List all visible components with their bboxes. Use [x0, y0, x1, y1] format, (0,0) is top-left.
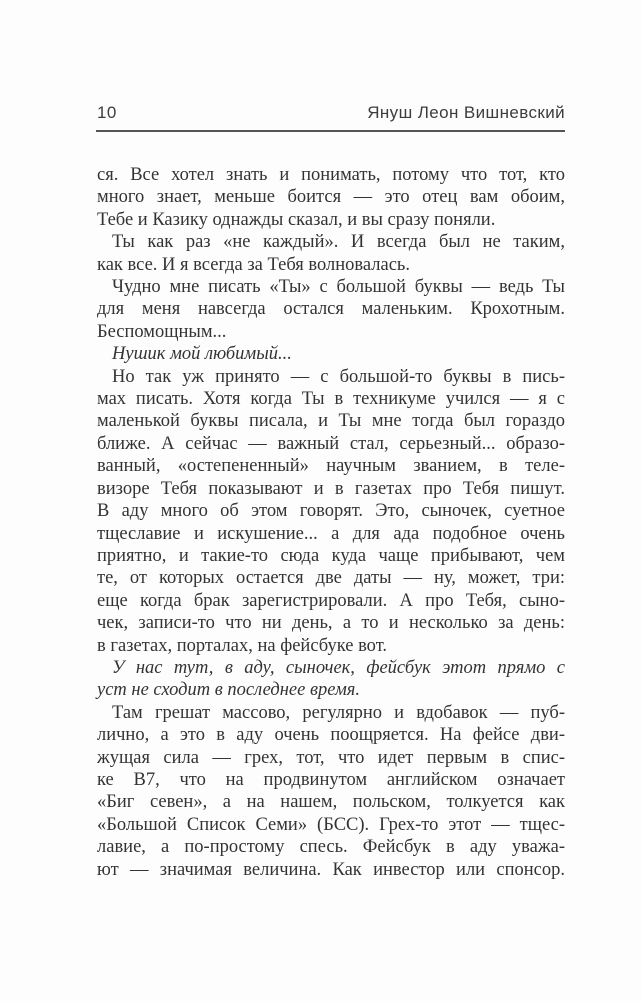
text-line: Чудно мне писать «Ты» с большой буквы — ведь Ты — [112, 277, 565, 298]
text-line: ближе. А сейчас — важный стал, серьезный... образо- — [97, 433, 565, 454]
text-line: в газетах, порталах, на фейсбуке вот. — [97, 635, 388, 656]
text-line: маленькой буквы писала, и Ты мне тогда был гораздо — [97, 411, 565, 432]
text-line: Ты как раз «не каждый». И всегда был не таким, — [112, 232, 565, 253]
page-header — [97, 103, 565, 122]
text-line: еще когда брак зарегистрировали. А про Тебя, сыно- — [97, 590, 565, 611]
text-line: ют — значимая величина. Как инвестор или спонсор. — [97, 859, 565, 880]
text-line: ся. Все хотел знать и понимать, потому что тот, кто — [97, 165, 565, 185]
text-line: лавие, а по-простому спесь. Фейсбук в аду уважа- — [97, 837, 565, 858]
text-line: лично, а это в аду очень поощряется. На фейсе дви- — [97, 725, 565, 746]
text-line: ванный, «остепененный» научным званием, в теле- — [97, 456, 565, 477]
text-line: жущая сила — грех, тот, что идет первым в спис- — [97, 747, 565, 768]
text-line: Нушик мой любимый... — [112, 344, 292, 365]
text-line: приятно, и такие-то сюда куда чаще прибывают, чем — [97, 545, 565, 566]
text-line: «Биг севен», а на нашем, польском, толкуется как — [97, 792, 565, 813]
running-title: Януш Леон Вишневский — [367, 103, 565, 122]
text-line: У нас тут, в аду, сыночек, фейсбук этот прямо с — [112, 657, 565, 678]
text-line: тщеславие и искушение... а для ада подобное очень — [97, 523, 565, 544]
page-body — [97, 164, 565, 881]
text-line: те, от которых остается две даты — ну, может, три: — [97, 568, 565, 589]
text-line: чек, записи-то что ни день, а то и несколько за день: — [97, 613, 565, 634]
text-line: Но так уж принято — с большой-то буквы в пись- — [112, 366, 565, 387]
text-line: визоре Тебя показывают и в газетах про Тебя пишут. — [97, 478, 565, 499]
text-line: Тебе и Казику однажды сказал, и вы сразу поняли. — [97, 209, 496, 230]
header-rule — [96, 130, 565, 132]
text-line: Беспомощным... — [97, 321, 227, 342]
text-line: мах писать. Хотя когда Ты в техникуме учился — я с — [97, 389, 565, 410]
text-line: много знает, меньше боится — это отец вам обоим, — [97, 187, 565, 208]
text-line: «Большой Список Семи» (БСС). Грех-то этот — тщес- — [97, 814, 565, 835]
text-line: уст не сходит в последнее время. — [97, 680, 361, 701]
page-number: 10 — [97, 103, 117, 122]
text-line: как все. И я всегда за Тебя волновалась. — [97, 254, 410, 275]
text-line: Там грешат массово, регулярно и вдобавок — пуб- — [112, 702, 565, 723]
text-line: ке В7, что на продвинутом английском означает — [97, 769, 565, 790]
text-line: В аду много об этом говорят. Это, сыночек, суетное — [97, 501, 565, 522]
text-line: для меня навсегда остался маленьким. Крохотным. — [97, 299, 565, 320]
